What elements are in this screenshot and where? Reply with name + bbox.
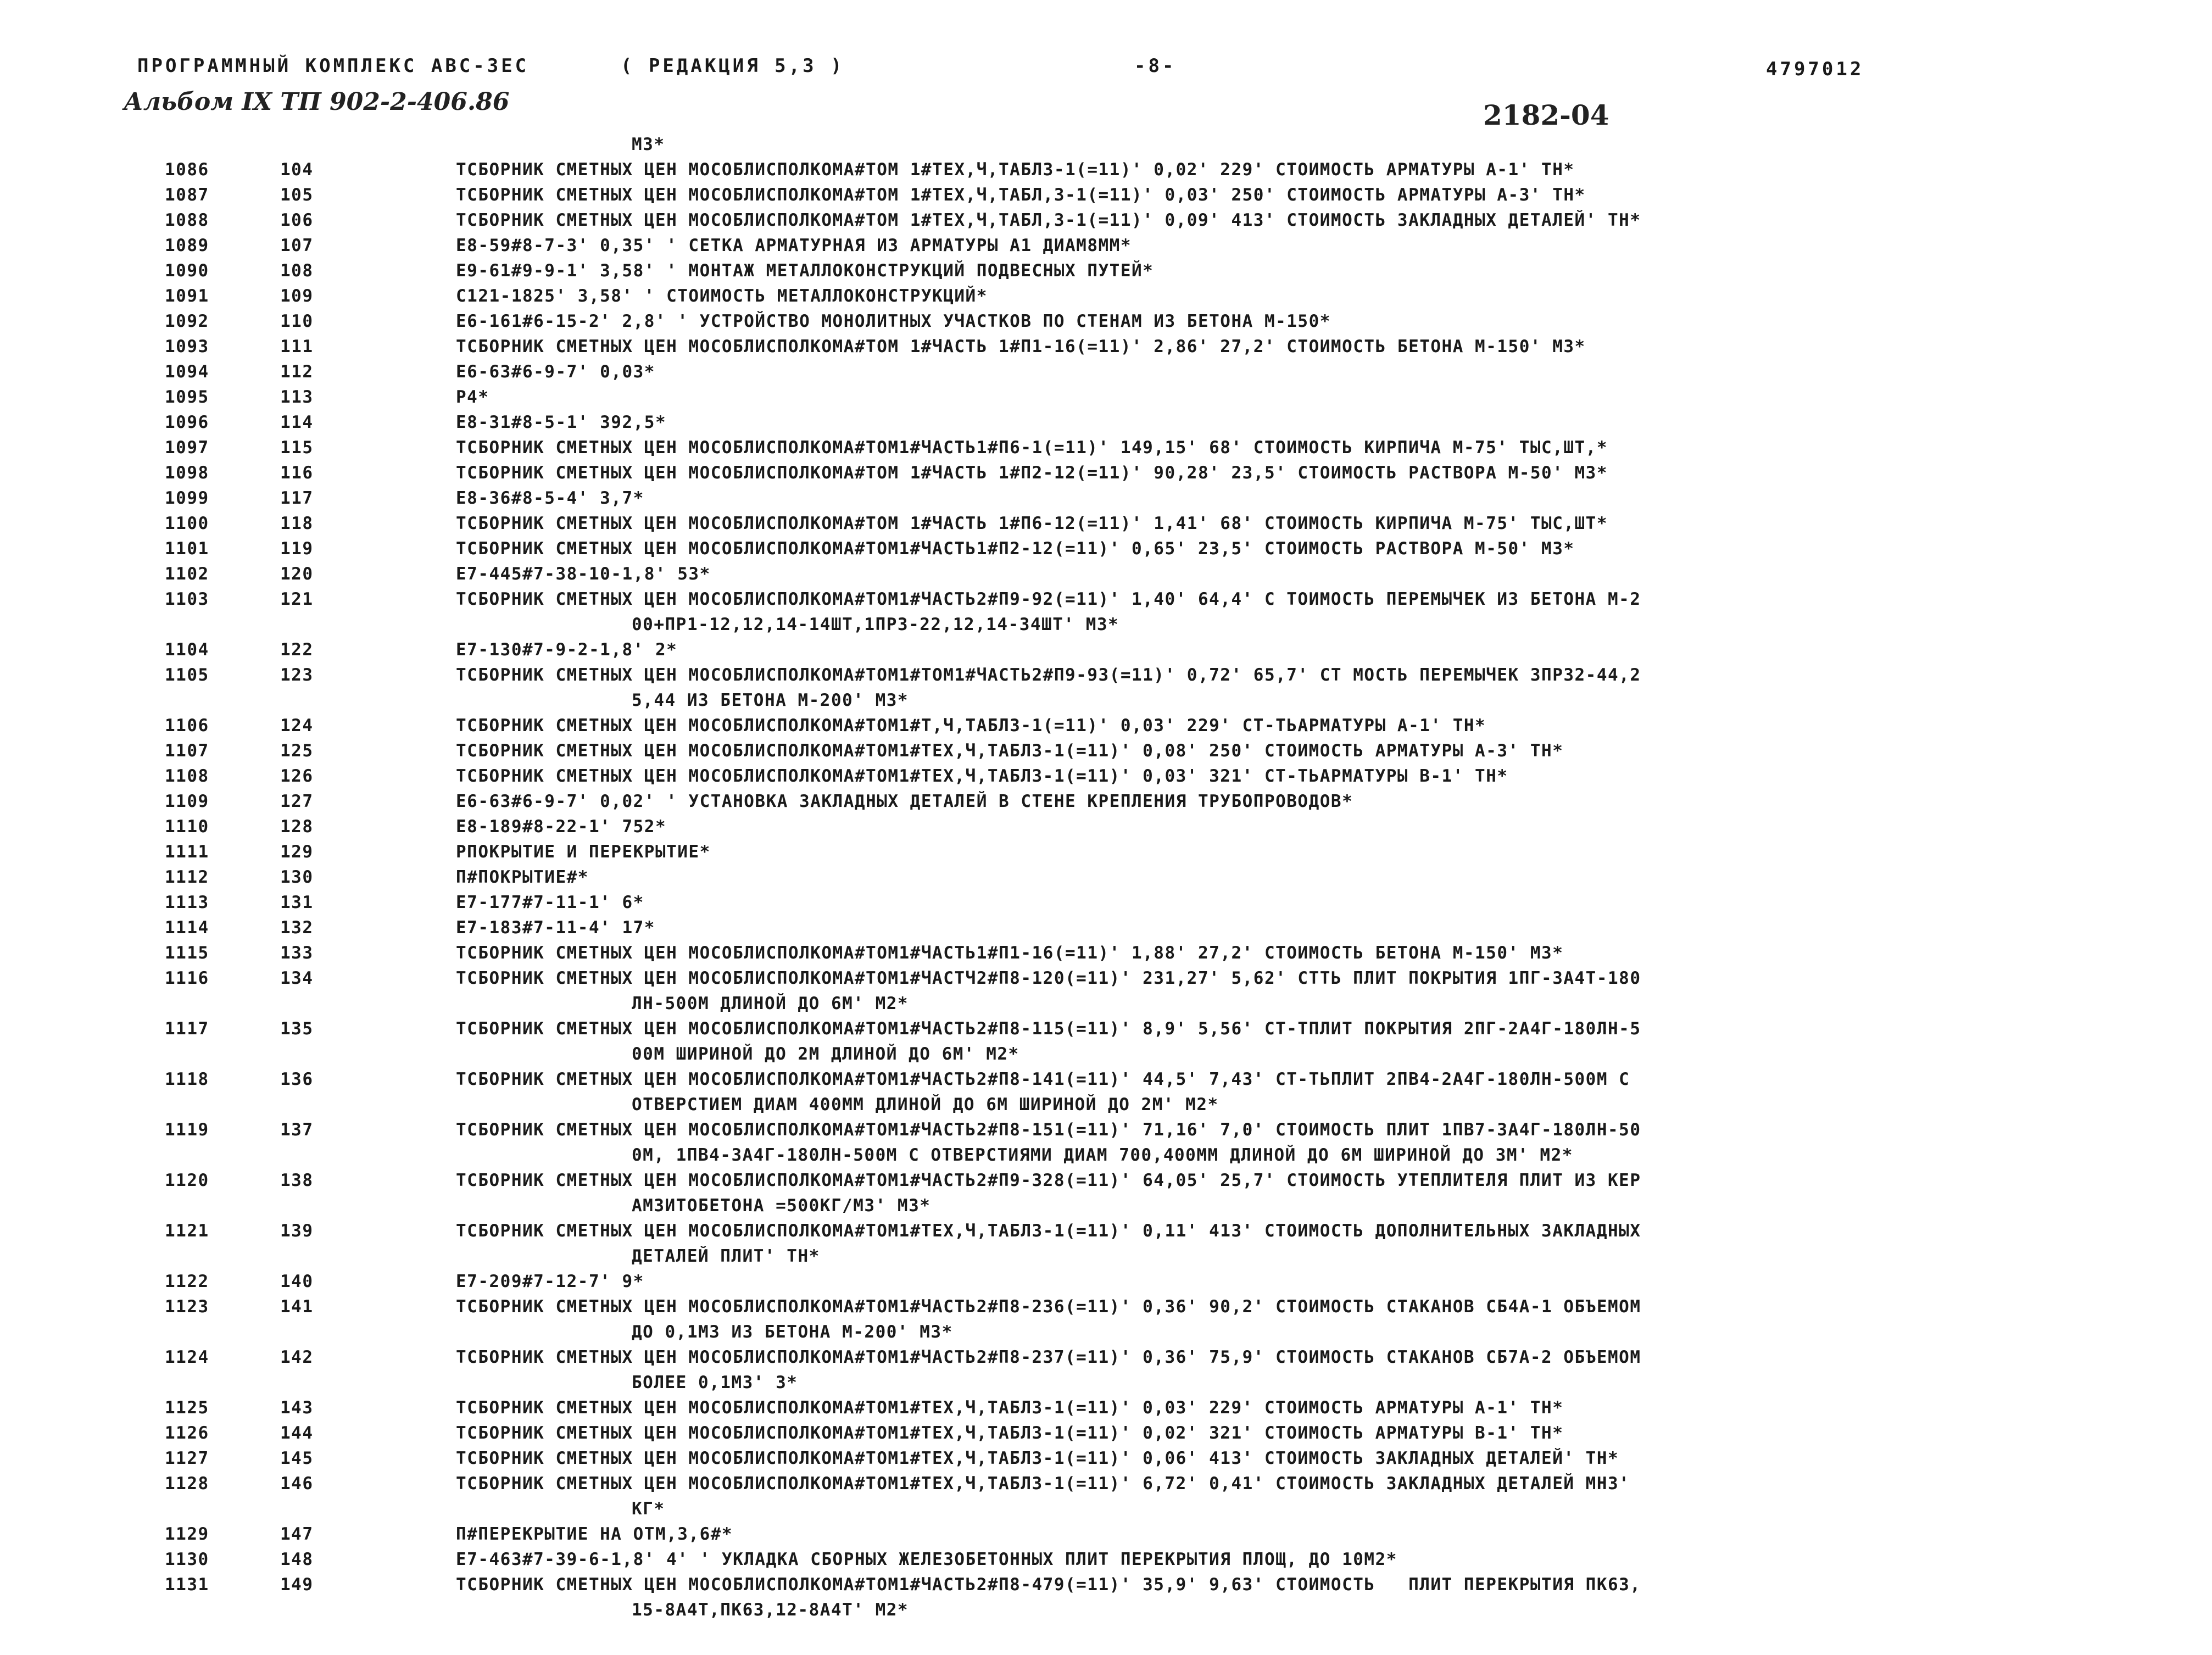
sequence-number: 108 [280, 261, 314, 281]
sequence-number: 117 [280, 488, 314, 508]
line-number: 1131 [165, 1575, 209, 1595]
sequence-number: 113 [280, 387, 314, 407]
listing-row [0, 1269, 2212, 1294]
sequence-number: 140 [280, 1272, 314, 1291]
listing-row [0, 1117, 2212, 1168]
sequence-number: 148 [280, 1550, 314, 1569]
sequence-number: 126 [280, 766, 314, 786]
line-number: 1122 [165, 1272, 209, 1291]
listing-row [0, 1067, 2212, 1117]
record-text: Е7-445#7-38-10-1,8' 53* [456, 564, 711, 584]
listing-row [0, 940, 2212, 966]
record-continuation: ДО 0,1М3 ИЗ БЕТОНА М-200' М3* [632, 1322, 953, 1342]
line-number: 1086 [165, 160, 209, 180]
line-number: 1101 [165, 539, 209, 559]
listing-row [0, 814, 2212, 839]
record-text: Е8-31#8-5-1' 392,5* [456, 413, 667, 432]
sequence-number: 123 [280, 665, 314, 685]
listing-row [0, 435, 2212, 460]
line-number: 1103 [165, 589, 209, 609]
sequence-number: 145 [280, 1448, 314, 1468]
sequence-number: 129 [280, 842, 314, 862]
listing-row [0, 258, 2212, 283]
record-text: ТСБОРНИК СМЕТНЫХ ЦЕН МОСОБЛИСПОЛКОМА#ТОМ1#ЧАСТЬ2#П8-479(=11)' 35,9' 9,63' СТОИМОСТЬ ПЛИТ ПЕРЕКРЫТИЯ ПК63, [456, 1575, 1641, 1595]
record-continuation: 0М, 1ПВ4-3А4Г-180ЛН-500М С ОТВЕРСТИЯМИ ДИАМ 700,400ММ ДЛИНОЙ ДО 6М ШИРИНОЙ ДО 3М' М2* [632, 1145, 1573, 1165]
listing-row [0, 890, 2212, 915]
line-number: 1109 [165, 792, 209, 811]
line-number: 1126 [165, 1423, 209, 1443]
listing-row [0, 385, 2212, 410]
sequence-number: 147 [280, 1524, 314, 1544]
sequence-number: 137 [280, 1120, 314, 1140]
sequence-number: 133 [280, 943, 314, 963]
line-number: 1108 [165, 766, 209, 786]
record-text: ТСБОРНИК СМЕТНЫХ ЦЕН МОСОБЛИСПОЛКОМА#ТОМ1#ЧАСТЬ2#П8-237(=11)' 0,36' 75,9' СТОИМОСТЬ СТАКАНОВ СБ7А-2 ОБЪЕМОМ [456, 1347, 1641, 1367]
listing-row [0, 1218, 2212, 1269]
record-text: ТСБОРНИК СМЕТНЫХ ЦЕН МОСОБЛИСПОЛКОМА#ТОМ1#ЧАСТЬ2#П9-92(=11)' 1,40' 64,4' С ТОИМОСТЬ ПЕРЕМЫЧЕК ИЗ БЕТОНА М-2 [456, 589, 1641, 609]
sequence-number: 110 [280, 311, 314, 331]
listing-row [0, 208, 2212, 233]
record-text: ТСБОРНИК СМЕТНЫХ ЦЕН МОСОБЛИСПОЛКОМА#ТОМ1#ТЕХ,Ч,ТАБЛ3-1(=11)' 0,06' 413' СТОИМОСТЬ ЗАКЛАДНЫХ ДЕТАЛЕЙ' ТН* [456, 1448, 1619, 1468]
line-number: 1106 [165, 716, 209, 735]
record-text: ТСБОРНИК СМЕТНЫХ ЦЕН МОСОБЛИСПОЛКОМА#ТОМ1#ЧАСТЬ2#П8-141(=11)' 44,5' 7,43' СТ-ТЬПЛИТ 2ПВ4-2А4Г-180ЛН-500М С [456, 1069, 1630, 1089]
listing [0, 132, 2212, 1623]
record-continuation: ЛН-500М ДЛИНОЙ ДО 6М' М2* [632, 994, 909, 1013]
record-text: ТСБОРНИК СМЕТНЫХ ЦЕН МОСОБЛИСПОЛКОМА#ТОМ1#ТЕХ,Ч,ТАБЛ3-1(=11)' 0,08' 250' СТОИМОСТЬ АРМАТУРЫ А-3' ТН* [456, 741, 1564, 761]
listing-row [0, 662, 2212, 713]
record-text: Е7-463#7-39-6-1,8' 4' ' УКЛАДКА СБОРНЫХ ЖЕЛЕЗОБЕТОННЫХ ПЛИТ ПЕРЕКРЫТИЯ ПЛОЩ, ДО 10М2* [456, 1550, 1397, 1569]
line-number: 1094 [165, 362, 209, 382]
line-number: 1089 [165, 236, 209, 255]
line-number: 1096 [165, 413, 209, 432]
listing-row [0, 1168, 2212, 1218]
line-number: 1111 [165, 842, 209, 862]
record-text: Е6-63#6-9-7' 0,03* [456, 362, 655, 382]
record-text: Е9-61#9-9-1' 3,58' ' МОНТАЖ МЕТАЛЛОКОНСТРУКЦИЙ ПОДВЕСНЫХ ПУТЕЙ* [456, 261, 1154, 281]
sequence-number: 111 [280, 337, 314, 356]
sequence-number: 139 [280, 1221, 314, 1241]
record-text: ТСБОРНИК СМЕТНЫХ ЦЕН МОСОБЛИСПОЛКОМА#ТОМ1#Т,Ч,ТАБЛ3-1(=11)' 0,03' 229' СТ-ТЬАРМАТУРЫ А-1' ТН* [456, 716, 1486, 735]
record-text: ТСБОРНИК СМЕТНЫХ ЦЕН МОСОБЛИСПОЛКОМА#ТОМ1#ТЕХ,Ч,ТАБЛ3-1(=11)' 0,03' 229' СТОИМОСТЬ АРМАТУРЫ А-1' ТН* [456, 1398, 1564, 1418]
listing-row [0, 1522, 2212, 1547]
line-number: 1118 [165, 1069, 209, 1089]
listing-row [0, 738, 2212, 764]
header-edition: ( РЕДАКЦИЯ 5,3 ) [621, 55, 845, 77]
listing-row [0, 789, 2212, 814]
line-number: 1116 [165, 968, 209, 988]
record-text: ТСБОРНИК СМЕТНЫХ ЦЕН МОСОБЛИСПОЛКОМА#ТОМ 1#ЧАСТЬ 1#П2-12(=11)' 90,28' 23,5' СТОИМОСТЬ РАСТВОРА М-50' М3* [456, 463, 1608, 483]
line-number: 1110 [165, 817, 209, 837]
sequence-number: 116 [280, 463, 314, 483]
line-number: 1128 [165, 1474, 209, 1494]
record-text: ТСБОРНИК СМЕТНЫХ ЦЕН МОСОБЛИСПОЛКОМА#ТОМ1#ЧАСТЬ1#П6-1(=11)' 149,15' 68' СТОИМОСТЬ КИРПИЧА М-75' ТЫС,ШТ,* [456, 438, 1608, 458]
line-number: 1097 [165, 438, 209, 458]
listing-row [0, 182, 2212, 208]
sequence-number: 131 [280, 893, 314, 912]
record-text: ТСБОРНИК СМЕТНЫХ ЦЕН МОСОБЛИСПОЛКОМА#ТОМ1#ТЕХ,Ч,ТАБЛ3-1(=11)' 0,03' 321' СТ-ТЬАРМАТУРЫ В-1' ТН* [456, 766, 1508, 786]
line-number: 1123 [165, 1297, 209, 1317]
record-text: Е7-130#7-9-2-1,8' 2* [456, 640, 678, 660]
line-number: 1090 [165, 261, 209, 281]
listing-row [0, 233, 2212, 258]
sequence-number: 114 [280, 413, 314, 432]
listing-row [0, 587, 2212, 637]
record-text: ТСБОРНИК СМЕТНЫХ ЦЕН МОСОБЛИСПОЛКОМА#ТОМ 1#ЧАСТЬ 1#П1-16(=11)' 2,86' 27,2' СТОИМОСТЬ БЕТОНА М-150' М3* [456, 337, 1586, 356]
sequence-number: 107 [280, 236, 314, 255]
record-text: ТСБОРНИК СМЕТНЫХ ЦЕН МОСОБЛИСПОЛКОМА#ТОМ1#ЧАСТЧ2#П8-120(=11)' 231,27' 5,62' СТТЬ ПЛИТ ПОКРЫТИЯ 1ПГ-3А4Т-180 [456, 968, 1641, 988]
record-text: ТСБОРНИК СМЕТНЫХ ЦЕН МОСОБЛИСПОЛКОМА#ТОМ1#ЧАСТЬ1#П1-16(=11)' 1,88' 27,2' СТОИМОСТЬ БЕТОНА М-150' М3* [456, 943, 1564, 963]
listing-row [0, 713, 2212, 738]
line-number: 1105 [165, 665, 209, 685]
sequence-number: 136 [280, 1069, 314, 1089]
line-number: 1087 [165, 185, 209, 205]
record-text: П#ПОКРЫТИЕ#* [456, 867, 589, 887]
listing-row [0, 1395, 2212, 1420]
record-text: Р4* [456, 387, 489, 407]
record-text: Е8-59#8-7-3' 0,35' ' СЕТКА АРМАТУРНАЯ ИЗ АРМАТУРЫ А1 ДИАМ8ММ* [456, 236, 1132, 255]
sequence-number: 112 [280, 362, 314, 382]
listing-row [0, 511, 2212, 536]
album-annotation: Альбом IX ТП 902-2-406.86 [124, 88, 510, 116]
sequence-number: 135 [280, 1019, 314, 1039]
sequence-number: 127 [280, 792, 314, 811]
sequence-number: 119 [280, 539, 314, 559]
listing-row [0, 1420, 2212, 1446]
listing-row [0, 966, 2212, 1016]
line-number: 1114 [165, 918, 209, 938]
line-number: 1088 [165, 210, 209, 230]
sequence-number: 141 [280, 1297, 314, 1317]
record-text: ТСБОРНИК СМЕТНЫХ ЦЕН МОСОБЛИСПОЛКОМА#ТОМ1#ЧАСТЬ2#П8-236(=11)' 0,36' 90,2' СТОИМОСТЬ СТАКАНОВ СБ4А-1 ОБЪЕМОМ [456, 1297, 1641, 1317]
sequence-number: 104 [280, 160, 314, 180]
listing-row [0, 1294, 2212, 1345]
record-text: ТСБОРНИК СМЕТНЫХ ЦЕН МОСОБЛИСПОЛКОМА#ТОМ1#ЧАСТЬ2#П9-328(=11)' 64,05' 25,7' СТОИМОСТЬ УТЕПЛИТЕЛЯ ПЛИТ ИЗ КЕР [456, 1171, 1641, 1190]
listing-row [0, 915, 2212, 940]
record-text: П#ПЕРЕКРЫТИЕ НА ОТМ,3,6#* [456, 1524, 733, 1544]
record-text: Е6-63#6-9-7' 0,02' ' УСТАНОВКА ЗАКЛАДНЫХ ДЕТАЛЕЙ В СТЕНЕ КРЕПЛЕНИЯ ТРУБОПРОВОДОВ* [456, 792, 1353, 811]
record-continuation: БОЛЕЕ 0,1М3' 3* [632, 1373, 798, 1392]
record-text: Е7-183#7-11-4' 17* [456, 918, 655, 938]
sequence-number: 146 [280, 1474, 314, 1494]
line-number: 1117 [165, 1019, 209, 1039]
listing-row [0, 764, 2212, 789]
sequence-number: 106 [280, 210, 314, 230]
listing-row [0, 309, 2212, 334]
line-number: 1107 [165, 741, 209, 761]
listing-row [0, 157, 2212, 182]
sequence-number: 130 [280, 867, 314, 887]
record-text: Е8-189#8-22-1' 752* [456, 817, 667, 837]
line-number: 1115 [165, 943, 209, 963]
listing-row [0, 637, 2212, 662]
record-continuation: 00М ШИРИНОЙ ДО 2М ДЛИНОЙ ДО 6М' М2* [632, 1044, 1019, 1064]
sheet-annotation: 2182-04 [1483, 99, 1609, 131]
record-text: ТСБОРНИК СМЕТНЫХ ЦЕН МОСОБЛИСПОЛКОМА#ТОМ 1#ЧАСТЬ 1#П6-12(=11)' 1,41' 68' СТОИМОСТЬ КИРПИЧА М-75' ТЫС,ШТ* [456, 514, 1608, 533]
sequence-number: 124 [280, 716, 314, 735]
record-text: С121-1825' 3,58' ' СТОИМОСТЬ МЕТАЛЛОКОНСТРУКЦИЙ* [456, 286, 988, 306]
line-number: 1125 [165, 1398, 209, 1418]
sequence-number: 128 [280, 817, 314, 837]
record-text: РПОКРЫТИЕ И ПЕРЕКРЫТИЕ* [456, 842, 711, 862]
record-continuation: ОТВЕРСТИЕМ ДИАМ 400ММ ДЛИНОЙ ДО 6М ШИРИНОЙ ДО 2М' М2* [632, 1095, 1219, 1115]
line-number: 1124 [165, 1347, 209, 1367]
record-text: ТСБОРНИК СМЕТНЫХ ЦЕН МОСОБЛИСПОЛКОМА#ТОМ1#ТЕХ,Ч,ТАБЛ3-1(=11)' 6,72' 0,41' СТОИМОСТЬ ЗАКЛАДНЫХ ДЕТАЛЕЙ МН3' [456, 1474, 1630, 1494]
line-number: 1093 [165, 337, 209, 356]
record-text: ТСБОРНИК СМЕТНЫХ ЦЕН МОСОБЛИСПОЛКОМА#ТОМ1#ЧАСТЬ2#П8-115(=11)' 8,9' 5,56' СТ-ТПЛИТ ПОКРЫТИЯ 2ПГ-2А4Г-180ЛН-5 [456, 1019, 1641, 1039]
listing-row [0, 460, 2212, 486]
sequence-number: 143 [280, 1398, 314, 1418]
record-continuation: ДЕТАЛЕЙ ПЛИТ' ТН* [632, 1246, 820, 1266]
line-number: 1100 [165, 514, 209, 533]
listing-row [0, 839, 2212, 865]
record-text: ТСБОРНИК СМЕТНЫХ ЦЕН МОСОБЛИСПОЛКОМА#ТОМ 1#ТЕХ,Ч,ТАБЛ,3-1(=11)' 0,09' 413' СТОИМОСТЬ ЗАКЛАДНЫХ ДЕТАЛЕЙ' ТН* [456, 210, 1641, 230]
sequence-number: 120 [280, 564, 314, 584]
line-number: 1098 [165, 463, 209, 483]
line-number: 1120 [165, 1171, 209, 1190]
listing-row [0, 1547, 2212, 1572]
record-text: ТСБОРНИК СМЕТНЫХ ЦЕН МОСОБЛИСПОЛКОМА#ТОМ1#ТЕХ,Ч,ТАБЛ3-1(=11)' 0,02' 321' СТОИМОСТЬ АРМАТУРЫ В-1' ТН* [456, 1423, 1564, 1443]
line-number: 1129 [165, 1524, 209, 1544]
record-text: ТСБОРНИК СМЕТНЫХ ЦЕН МОСОБЛИСПОЛКОМА#ТОМ1#ТОМ1#ЧАСТЬ2#П9-93(=11)' 0,72' 65,7' СТ МОСТЬ ПЕРЕМЫЧЕК 3ПР32-44,2 [456, 665, 1641, 685]
listing-row [0, 1345, 2212, 1395]
page-number: -8- [1134, 55, 1177, 77]
record-continuation: АМЗИТОБЕТОНА =500КГ/М3' М3* [632, 1196, 931, 1216]
line-number: 1113 [165, 893, 209, 912]
record-continuation: КГ* [632, 1499, 665, 1519]
record-text: Е7-209#7-12-7' 9* [456, 1272, 644, 1291]
listing-row [0, 486, 2212, 511]
listing-row [0, 561, 2212, 587]
sequence-number: 132 [280, 918, 314, 938]
sequence-number: 109 [280, 286, 314, 306]
sequence-number: 122 [280, 640, 314, 660]
sequence-number: 138 [280, 1171, 314, 1190]
listing-row [0, 1446, 2212, 1471]
line-number: 1121 [165, 1221, 209, 1241]
listing-row [0, 283, 2212, 309]
record-text: Е7-177#7-11-1' 6* [456, 893, 644, 912]
listing-row [0, 334, 2212, 359]
record-text: ТСБОРНИК СМЕТНЫХ ЦЕН МОСОБЛИСПОЛКОМА#ТОМ 1#ТЕХ,Ч,ТАБЛ,3-1(=11)' 0,03' 250' СТОИМОСТЬ АРМАТУРЫ А-3' ТН* [456, 185, 1586, 205]
line-number: 1095 [165, 387, 209, 407]
sequence-number: 134 [280, 968, 314, 988]
sequence-number: 115 [280, 438, 314, 458]
line-number: 1112 [165, 867, 209, 887]
listing-row [0, 359, 2212, 385]
listing-row [0, 536, 2212, 561]
record-continuation: 5,44 ИЗ БЕТОНА М-200' М3* [632, 690, 909, 710]
line-number: 1119 [165, 1120, 209, 1140]
sequence-number: 149 [280, 1575, 314, 1595]
listing-row [0, 865, 2212, 890]
sequence-number: 121 [280, 589, 314, 609]
line-number: 1092 [165, 311, 209, 331]
record-text: ТСБОРНИК СМЕТНЫХ ЦЕН МОСОБЛИСПОЛКОМА#ТОМ 1#ТЕХ,Ч,ТАБЛ3-1(=11)' 0,02' 229' СТОИМОСТЬ АРМАТУРЫ А-1' ТН* [456, 160, 1575, 180]
listing-row [0, 1572, 2212, 1623]
line-number: 1104 [165, 640, 209, 660]
record-continuation: 15-8А4Т,ПК63,12-8А4Т' М2* [632, 1600, 909, 1620]
document-code: 4797012 [1766, 58, 1864, 80]
line-number: 1127 [165, 1448, 209, 1468]
sequence-number: 144 [280, 1423, 314, 1443]
sequence-number: 125 [280, 741, 314, 761]
record-text: ТСБОРНИК СМЕТНЫХ ЦЕН МОСОБЛИСПОЛКОМА#ТОМ1#ЧАСТЬ1#П2-12(=11)' 0,65' 23,5' СТОИМОСТЬ РАСТВОРА М-50' М3* [456, 539, 1575, 559]
record-text: ТСБОРНИК СМЕТНЫХ ЦЕН МОСОБЛИСПОЛКОМА#ТОМ1#ТЕХ,Ч,ТАБЛ3-1(=11)' 0,11' 413' СТОИМОСТЬ ДОПОЛНИТЕЛЬНЫХ ЗАКЛАДНЫХ [456, 1221, 1641, 1241]
listing-row [0, 1016, 2212, 1067]
record-text: Е6-161#6-15-2' 2,8' ' УСТРОЙСТВО МОНОЛИТНЫХ УЧАСТКОВ ПО СТЕНАМ ИЗ БЕТОНА М-150* [456, 311, 1331, 331]
line-number: 1102 [165, 564, 209, 584]
continuation-line: М3* [632, 135, 665, 154]
header-system: ПРОГРАММНЫЙ КОМПЛЕКС АВС-ЗЕС [137, 55, 530, 77]
listing-row [0, 1471, 2212, 1522]
record-text: Е8-36#8-5-4' 3,7* [456, 488, 644, 508]
sequence-number: 142 [280, 1347, 314, 1367]
sequence-number: 118 [280, 514, 314, 533]
line-number: 1130 [165, 1550, 209, 1569]
sequence-number: 105 [280, 185, 314, 205]
line-number: 1099 [165, 488, 209, 508]
line-number: 1091 [165, 286, 209, 306]
record-text: ТСБОРНИК СМЕТНЫХ ЦЕН МОСОБЛИСПОЛКОМА#ТОМ1#ЧАСТЬ2#П8-151(=11)' 71,16' 7,0' СТОИМОСТЬ ПЛИТ 1ПВ7-3А4Г-180ЛН-50 [456, 1120, 1641, 1140]
record-continuation: 00+ПР1-12,12,14-14ШТ,1ПР3-22,12,14-34ШТ' М3* [632, 615, 1119, 634]
listing-row [0, 410, 2212, 435]
